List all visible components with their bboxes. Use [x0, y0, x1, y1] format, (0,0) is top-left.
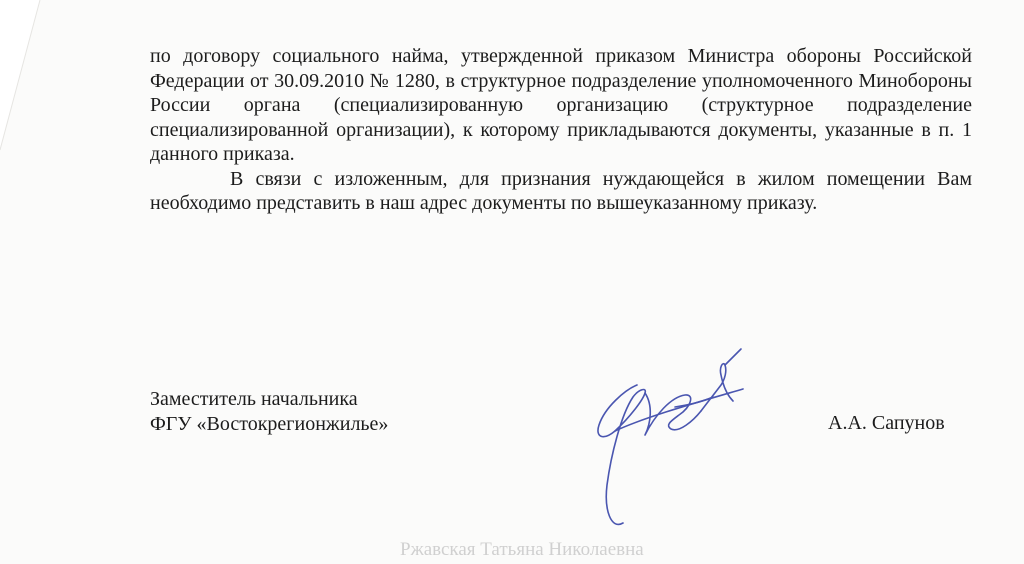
handwritten-signature — [575, 345, 755, 535]
paragraph-1: по договору социального найма, утвержденной приказом Министра обороны Российской Федерации от 30.09.2010 № 1280, в структурное подразделение уполномоченного Минобороны России органа (специализированную организацию (структурное подразделение специализированной организации), к которому прикладываются документы, указанные в п. 1 данного приказа. — [150, 45, 972, 165]
letter-body — [150, 44, 972, 216]
signer-position-line-2: ФГУ «Востокрегионжилье» — [150, 412, 389, 435]
signer-name: А.А. Сапунов — [828, 412, 945, 434]
signer-position-line-1: Заместитель начальника — [150, 388, 358, 410]
paragraph-2: В связи с изложенным, для признания нуждающейся в жилом помещении Вам необходимо представить в наш адрес документы по вышеуказанному приказу. — [150, 167, 972, 214]
signer-position — [150, 387, 388, 436]
bleed-through-name: Ржавская Татьяна Николаевна — [400, 539, 644, 560]
